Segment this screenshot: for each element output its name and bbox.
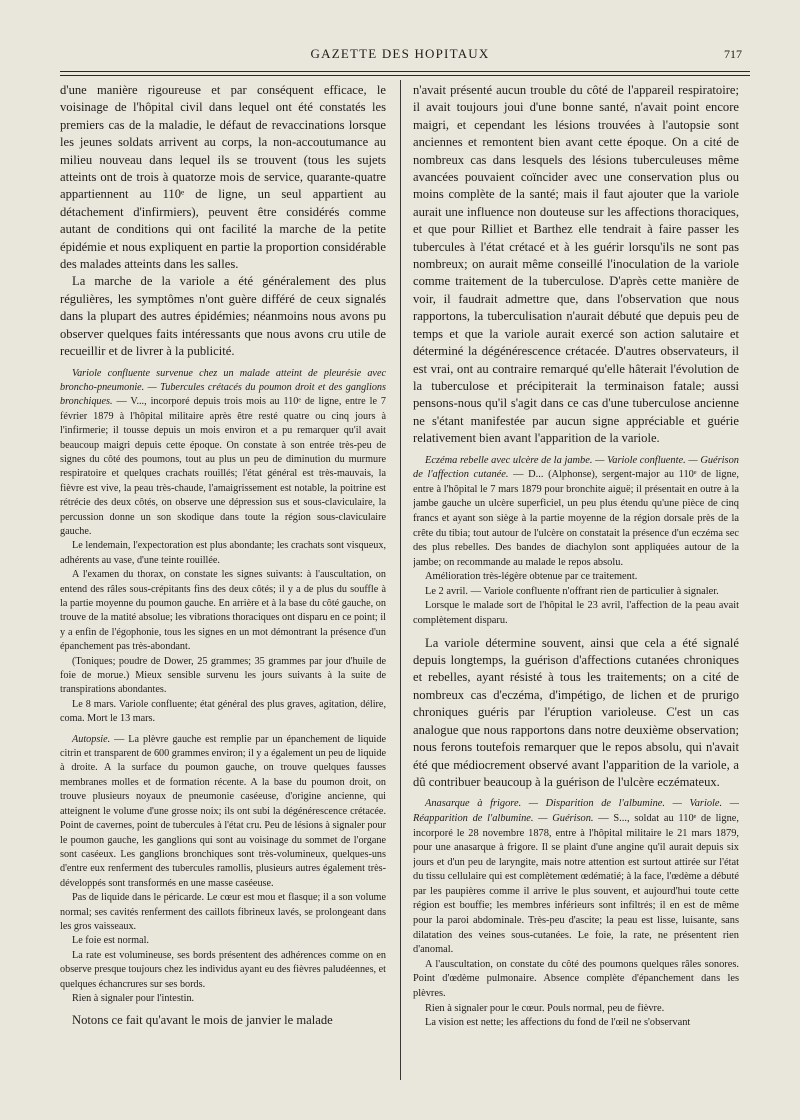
autopsy-label: Autopsie. [72,733,111,745]
case-title: Anasarque à frigore. — Disparition de l'albumine. — Variole. — Réapparition de l'albumine. — Guérison. [413,798,739,824]
case-paragraph: Rien à signaler pour l'intestin. [72,992,195,1004]
case-text: — D... (Alphonse), sergent-major au 110ᵉ de ligne, entre à l'hôpital le 7 mars 1879 pour bronchite aiguë; il présentait en outre à la jambe gauche un ulcère superficiel, un peu plus étendu qu'une pièce de cinq francs et ayant son siège à la partie moyenne de la région dorsale près de la crête du tibia; tout autour de l'ulcère on constatait la présence d'un eczéma sec des plus rebelles. Des bandes de diachylon sont appliquées autour de la jambe; on recommande au malade le repos absolu. [413,469,739,568]
running-title: GAZETTE DES HOPITAUX [310,46,490,61]
case-paragraph: Le foie est normal. [72,935,149,947]
header-rule-bottom [60,75,750,76]
case-title: Variole confluente survenue chez un malade atteint de pleurésie avec broncho-pneumonie. — Tubercules crétacés du poumon droit et des ganglions bronchiques. [60,367,386,408]
body-paragraph: La variole détermine souvent, ainsi que cela a été signalé depuis longtemps, la guérison d'affections cutanées chroniques et rebelles, ayant résisté à tous les traitements; on a cité de nombreux cas d'eczéma, d'impétigo, de lichen et de prurigo chroniques guéris par l'éruption varioleuse. C'est un cas analogue que nous rapportons dans notre deuxième observation; nous ferons toutefois remarquer que le repos absolu, qui n'avait été que médiocrement observé avant l'apparition de la variole, a dû contribuer beaucoup à la guérison de l'ulcère eczémateux. [413,635,739,789]
case-observation [413,454,739,571]
case-observation [60,367,386,540]
case-paragraph: La vision est nette; les affections du fond de l'œil ne s'observant [425,1017,691,1029]
autopsy-paragraph [60,733,386,891]
header-rule-top [60,71,750,72]
case-paragraph: Lorsque le malade sort de l'hôpital le 23 avril, l'affection de la peau avait complètement disparu. [413,600,739,627]
page-number: 717 [724,47,742,61]
page-header [0,46,800,66]
case-paragraph: La rate est volumineuse, ses bords présentent des adhérences comme on en observe presque toujours chez les individus ayant eu des fièvres paludéennes, et quelques échancrures sur ses bords. [60,949,386,990]
case-paragraph: Amélioration très-légère obtenue par ce traitement. [425,571,638,583]
body-paragraph: n'avait présenté aucun trouble du côté de l'appareil respiratoire; il avait toujours joui d'une bonne santé, n'avait point encore maigri, et cependant les lésions trouvées à l'autopsie sont anciennes et remontent bien avant cette époque. On a cité de nombreux cas dans lesquels des lésions tuberculeuses même avancées pouvaient coïncider avec une conservation plus ou moins complète de la santé; mais il faut ajouter que la variole aurait une influence non douteuse sur les affections thoraciques, et que pour Rilliet et Barthez elle tendrait à faire passer les tubercules à l'état crétacé et à les guérir lorsqu'ils ne sont pas nombreux; on aurait même conseillé l'inoculation de la variole comme traitement de la tuberculose. D'après cette manière de voir, il faudrait admettre que, dans l'observation que nous rapportons, la tuberculisation n'aurait débuté que depuis peu de temps et que la variole aurait exercé son action salutaire et déterminé la dégénérescence crétacée. D'autres observateurs, il est vrai, ont au contraire remarqué qu'elle hâterait l'évolution de la tuberculose et précipiterait la terminaison fatale; aussi pensons-nous qu'il s'agit dans ce cas d'une tuberculose ancienne ne s'étant manifestée par aucun signe appréciable et guérie relativement bien avant l'apparition de la variole. [413,83,739,446]
left-column [60,82,386,1066]
case-paragraph: Le 8 mars. Variole confluente; état général des plus graves, agitation, délire, coma. Mort le 13 mars. [60,698,386,725]
case-paragraph: A l'examen du thorax, on constate les signes suivants: à l'auscultation, on entend des râles sous-crépitants fins des deux côtés; il y a de plus du souffle à la partie moyenne du poumon gauche. En arrière et à la base du côté gauche, on trouve de la matité absolue; les vibrations thoraciques ont disparu en ce point; il y a enfin de l'égophonie, tous les signes en un mot démontrant la présence d'un épanchement pas très-abondant. [60,569,386,653]
case-paragraph: Rien à signaler pour le cœur. Pouls normal, peu de fièvre. [425,1002,665,1014]
autopsy-text: — La plèvre gauche est remplie par un épanchement de liquide citrin et transparent de 600 grammes environ; il y a également un peu de liquide à droite. A la surface du poumon gauche, on trouve quelques fausses membranes molles et de formation récente. A la base du poumon droit, on trouve plusieurs noyaux de pneumonie caséeuse, d'origine ancienne, qui atteignent le volume d'une grosse noix; ils ont subi la dégénérescence crétacée. Point de cavernes, point de tubercules à l'état cru. Peu de lésions à signaler pour le poumon gauche, les ganglions qui sont au voisinage du sommet de l'organe sont caséeux. Les ganglions bronchiques sont très-volumineux, quelques-uns d'entre eux renferment des tubercules ramollis, plusieurs autres également très-développés sont transformés en une masse caséeuse. [60,733,386,889]
case-title: Eczéma rebelle avec ulcère de la jambe. — Variole confluente. — Guérison de l'affection cutanée. [413,454,739,481]
body-paragraph: La marche de la variole a été généralement des plus régulières, les symptômes n'ont guère différé de ceux signalés dans la plupart des autres épidémies; néanmoins nous avons pu observer quelques faits intéressants que nous avons cru utile de recueillir et de livrer à la publicité. [60,274,386,359]
case-paragraph: Le lendemain, l'expectoration est plus abondante; les crachats sont visqueux, adhérents au vase, d'une teinte rouillée. [60,540,386,566]
case-text: — V..., incorporé depuis trois mois au 110ᵉ de ligne, entre le 7 février 1879 à l'hôpital militaire après être resté quatre ou cinq jours à l'infirmerie; il tousse depuis un mois environ et a pu remarquer qu'il avait beaucoup maigri depuis cette époque. On constate à son entrée très-peu de signes du côté des poumons, tout au plus un peu de diminution du murmure respiratoire et quelques crachats rouillés; l'état général est très-mauvais, la fièvre est vive, la peau très-chaude, l'amaigrissement est notable, la poitrine est rétrécie des deux côtés, on observe une dépression sus et sous-claviculaire, la percussion donne un son skodique dans toute la région sous-claviculaire gauche. [60,396,386,537]
body-paragraph: Notons ce fait qu'avant le mois de janvier le malade [72,1013,333,1028]
case-paragraph: (Toniques; poudre de Dower, 25 grammes; 35 grammes par jour d'huile de foie de morue.) Mieux sensible survenu les jours suivants à la suite de transpirations abondantes. [60,655,386,696]
body-paragraph: d'une manière rigoureuse et par conséquent efficace, le voisinage de l'hôpital civil dans lequel ont été constatés les premiers cas de la maladie, le défaut de revaccinations lorsque les jeunes soldats arrivent au corps, la non-accoutumance au milieu nouveau dans lequel ils se trouvent (tous les sujets atteints ont de trois à quatorze mois de service, quarante-quatre appartiennent au 110ᵉ de ligne, un seul appartient au détachement d'infirmiers), peuvent être considérés comme autant de conditions qui ont facilité la marche de la petite épidémie et nous expliquent en partie la proportion considérable des malades atteints dans les salles. [60,83,386,272]
case-observation [413,797,739,958]
case-paragraph: A l'auscultation, on constate du côté des poumons quelques râles sonores. Point d'œdème pulmonaire. Absence complète d'épanchement dans les plèvres. [413,958,739,1000]
column-divider [400,80,401,1080]
case-text: — S..., soldat au 110ᵉ de ligne, incorporé le 28 novembre 1878, entre à l'hôpital militaire le 21 mars 1879, pour une anasarque à frigore. Il se plaint d'une angine qu'il aurait depuis six jours et d'un peu de laryngite, mais notre attention est surtout attirée sur l'état du tissu cellulaire qui est complètement œdématié; à la face, l'œdème a débuté par les paupières comme il arrive le plus souvent, et aujourd'hui toute cette région est bouffie; les membres inférieurs sont infiltrés; il en est de même pour la paroi abdominale. Très-peu d'ascite; la peau est lisse, luisante, sans dilatation des veines sous-cutanées. Le foie, la rate, ne présentent rien d'anomal. [413,812,739,956]
case-paragraph: Pas de liquide dans le péricarde. Le cœur est mou et flasque; il a son volume normal; ses cavités renferment des caillots fibrineux lavés, se prolongeant dans les gros vaisseaux. [60,892,386,932]
right-column [413,82,739,1066]
case-paragraph: Le 2 avril. — Variole confluente n'offrant rien de particulier à signaler. [425,585,719,597]
